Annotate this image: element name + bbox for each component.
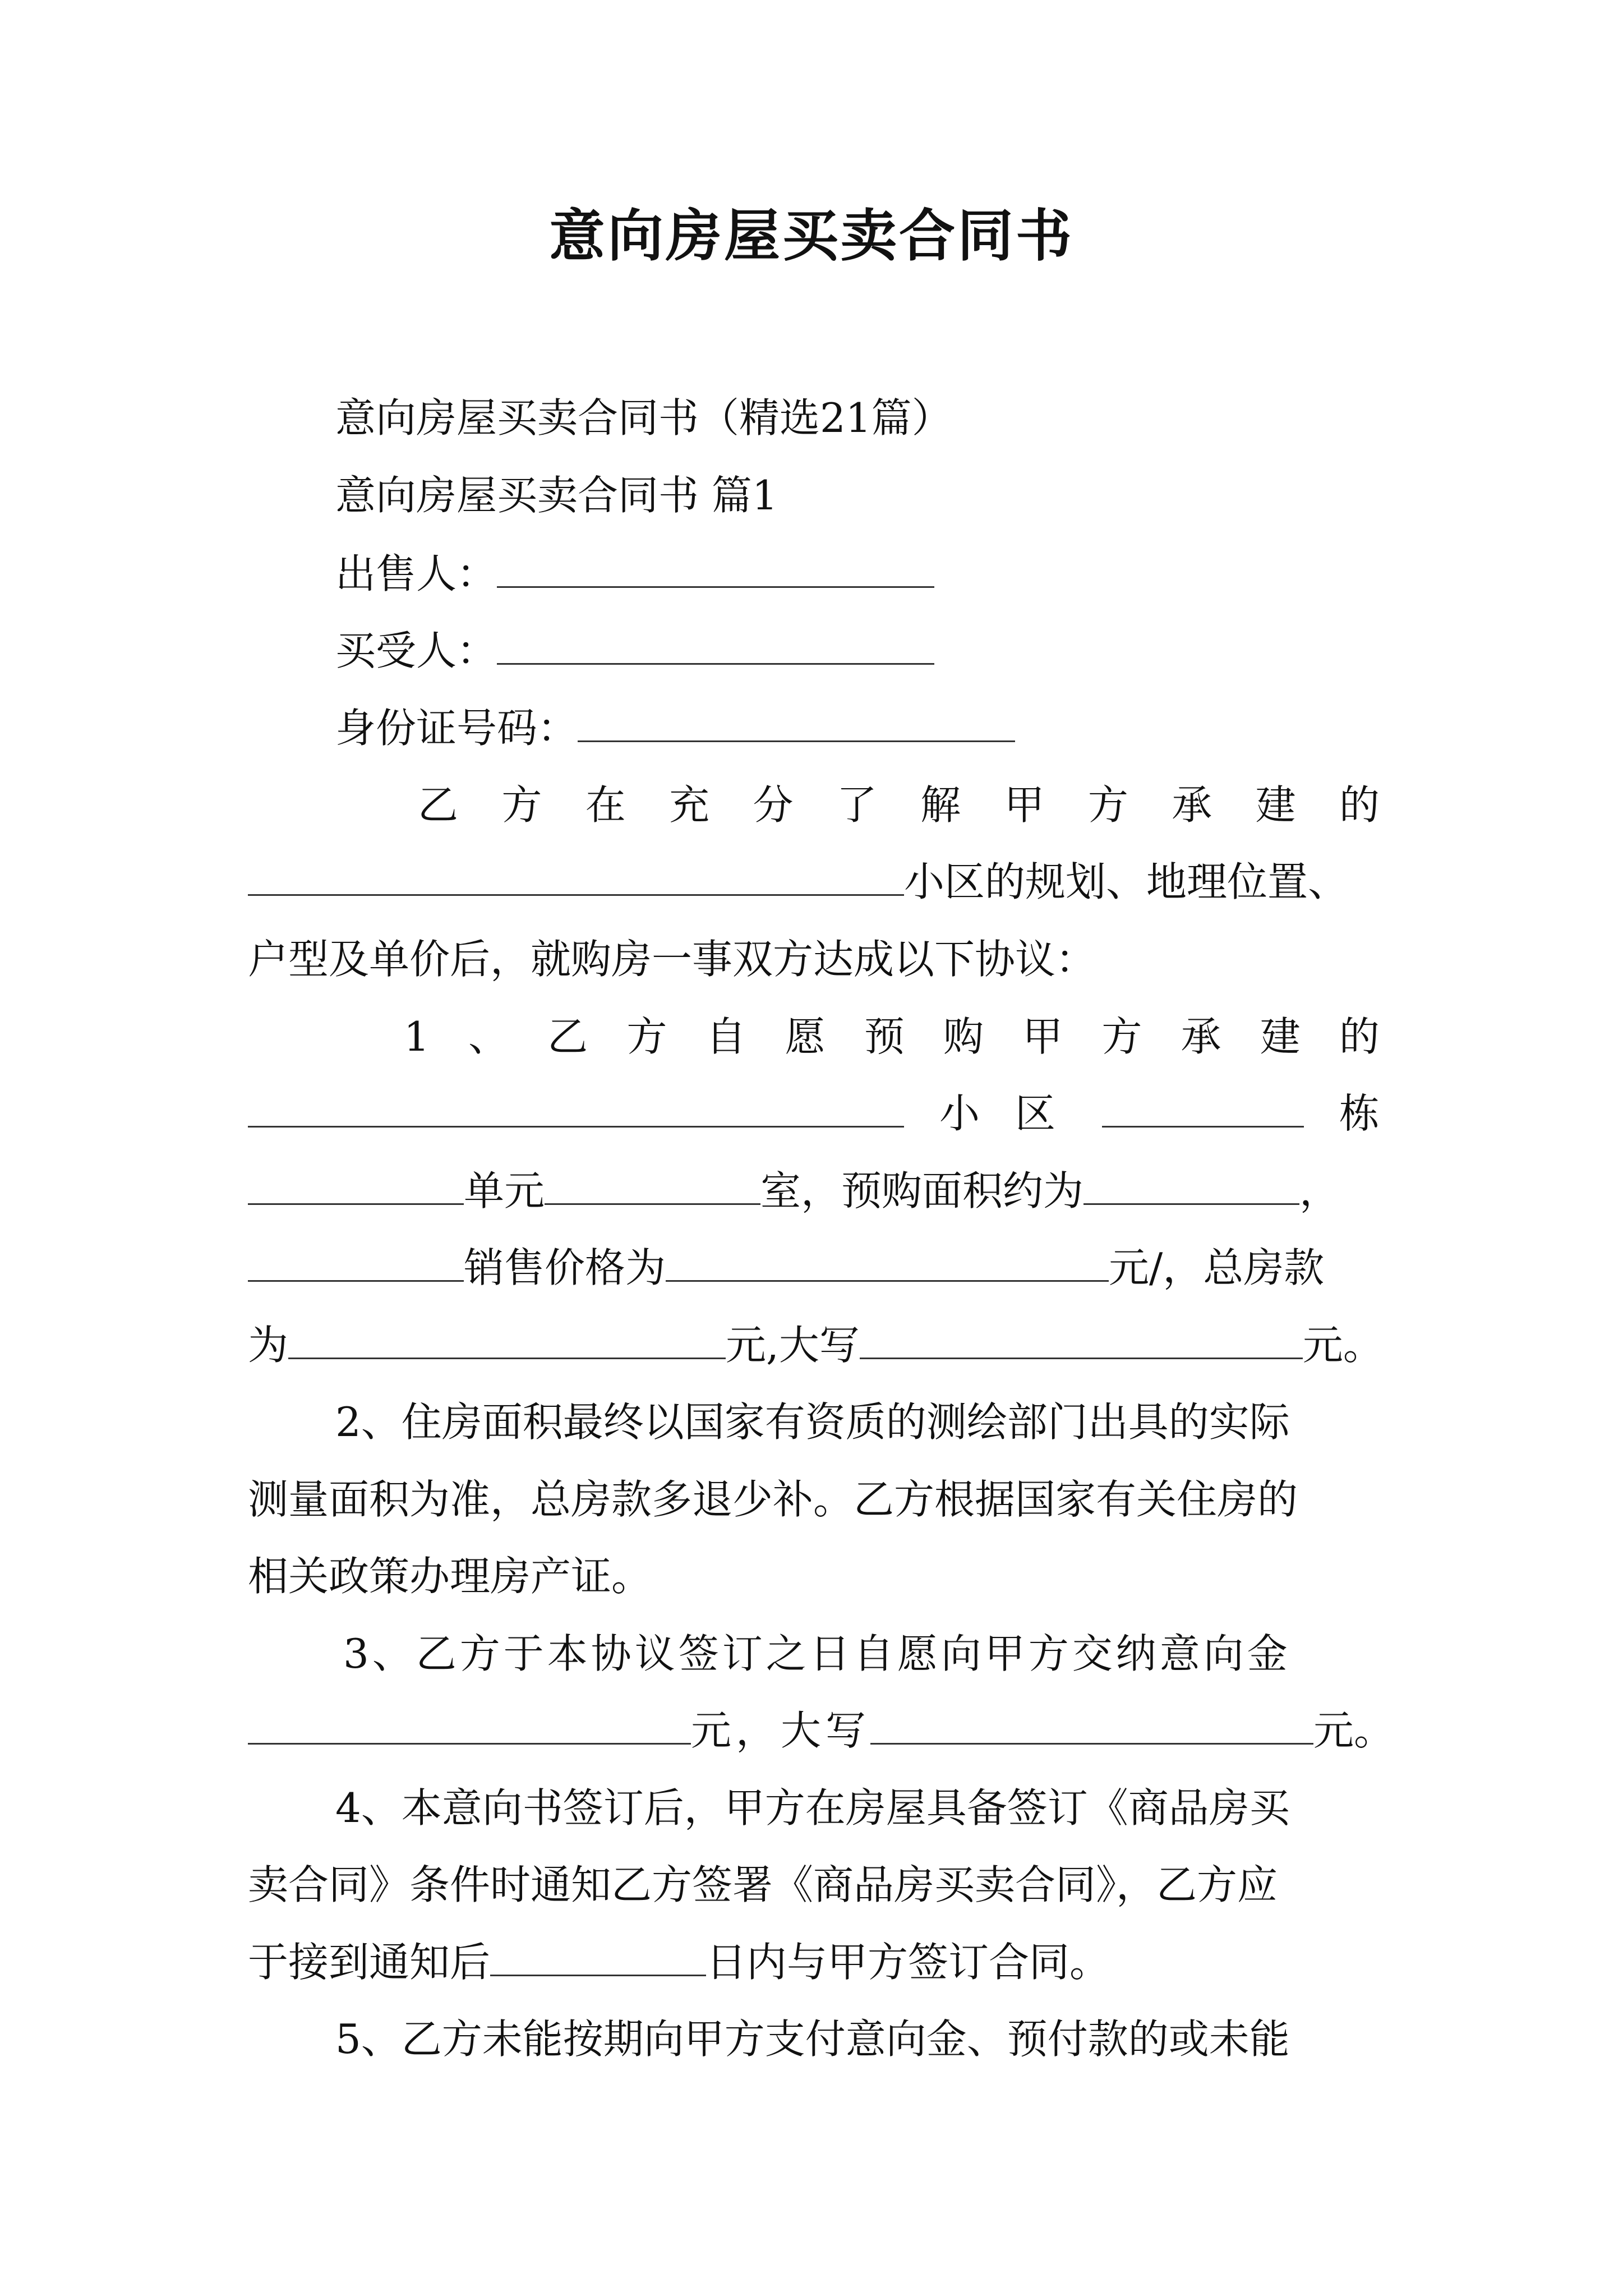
xiaoqu-label: 小 区 [939,1090,1067,1137]
intro-line-2 [248,854,1348,910]
deposit-daxie-blank[interactable] [870,1707,1313,1745]
deposit-daxie-label: 元，大写 [691,1707,871,1754]
intro-char: 方 [1087,781,1128,829]
clause1-char: 的 [1339,1013,1380,1060]
clause4-line-1: 4、本意向书签订后，甲方在房屋具备签订《商品房买 [335,1784,1290,1832]
clause1-line-5 [248,1317,1384,1373]
id-number-blank[interactable] [578,705,1015,742]
dong-label: 栋 [1339,1090,1380,1137]
clause3-line-2 [248,1703,1394,1759]
price-blank[interactable] [666,1244,1109,1282]
yuan-end: 元。 [1313,1707,1395,1754]
comma: ， [1299,1167,1340,1214]
price-label: 销售价格为 [464,1244,666,1291]
total-daxie-blank[interactable] [860,1322,1303,1359]
id-label: 身份证号码： [335,705,578,752]
intro-char: 承 [1172,781,1212,829]
seller-blank[interactable] [497,550,934,588]
clause4-text-b: 日内与甲方签订合同。 [706,1939,1110,1986]
clause1-char: 愿 [785,1013,826,1060]
intro-char: 在 [585,781,626,829]
clause4-line-3 [248,1934,1110,1990]
clause2-line-1: 2、住房面积最终以国家有资质的测绘部门出具的实际 [335,1398,1290,1446]
intro-line-3: 户型及单价后，就购房一事双方达成以下协议： [248,936,1096,983]
section-heading: 意向房屋买卖合同书 篇1 [335,472,778,519]
clause1-char: 购 [943,1013,984,1060]
clause1-line-4 [248,1240,1324,1296]
clause3-line-1: 3、乙方于本协议签订之日自愿向甲方交纳意向金 [343,1630,1291,1677]
clause1-char: 自 [706,1013,746,1060]
intro-char: 方 [501,781,542,829]
community-blank[interactable] [248,1090,904,1128]
intro-line-1 [418,777,1380,833]
buyer-line [335,623,934,679]
intro-char: 甲 [1004,781,1045,829]
price-unit-blank[interactable] [248,1244,464,1282]
document-subtitle: 意向房屋买卖合同书（精选21篇） [335,394,952,441]
clause1-char: 承 [1181,1013,1221,1060]
intro-char: 解 [920,781,961,829]
community-name-blank[interactable] [248,858,904,896]
clause1-char: 建 [1260,1013,1301,1060]
intro-char: 乙 [418,781,459,829]
clause1-char: 乙 [547,1013,588,1060]
clause2-line-3: 相关政策办理房产证。 [248,1553,652,1600]
total-label: 元/，总房款 [1109,1244,1325,1291]
area-blank[interactable] [1083,1167,1299,1205]
intro-char: 的 [1339,781,1380,829]
total-amount-blank[interactable] [288,1322,726,1359]
clause1-line-2 [248,1085,1380,1142]
clause1-char: 方 [1101,1013,1142,1060]
daxie-label: 元,大写 [726,1322,860,1369]
building-blank[interactable] [1102,1090,1304,1128]
clause5-line-1: 5、乙方未能按期向甲方支付意向金、预付款的或未能 [335,2016,1290,2063]
seller-label: 出售人： [335,550,497,597]
document-title: 意向房屋买卖合同书 [549,203,1074,269]
unit-blank[interactable] [248,1167,464,1205]
days-blank[interactable] [490,1939,706,1976]
clause1-line-1 [404,1009,1380,1065]
intro-char: 充 [669,781,710,829]
clause4-line-2: 卖合同》条件时通知乙方签署《商品房买卖合同》，乙方应 [248,1861,1278,1908]
clause1-char: 1 [404,1013,430,1060]
wei-label: 为 [248,1322,289,1369]
clause1-char: 预 [864,1013,905,1060]
clause2-line-2: 测量面积为准，总房款多退少补。乙方根据国家有关住房的 [248,1476,1298,1523]
intro-char: 了 [836,781,877,829]
id-line [335,700,1015,756]
clause4-text-a: 于接到通知后 [248,1939,491,1986]
buyer-blank[interactable] [497,627,934,665]
clause1-line-3 [248,1163,1340,1219]
danyuan-label: 单元 [464,1167,545,1214]
clause1-char: 、 [468,1013,509,1060]
deposit-blank[interactable] [248,1707,691,1745]
seller-line [335,546,934,602]
clause1-char: 方 [626,1013,667,1060]
clause1-char: 甲 [1022,1013,1063,1060]
yuan-end: 元。 [1302,1322,1384,1369]
room-blank[interactable] [545,1167,760,1205]
buyer-label: 买受人： [335,627,497,674]
intro-line-2-text: 小区的规划、地理位置、 [904,858,1349,905]
area-label: 室，预购面积约为 [760,1167,1084,1214]
intro-char: 建 [1255,781,1296,829]
intro-char: 分 [753,781,794,829]
